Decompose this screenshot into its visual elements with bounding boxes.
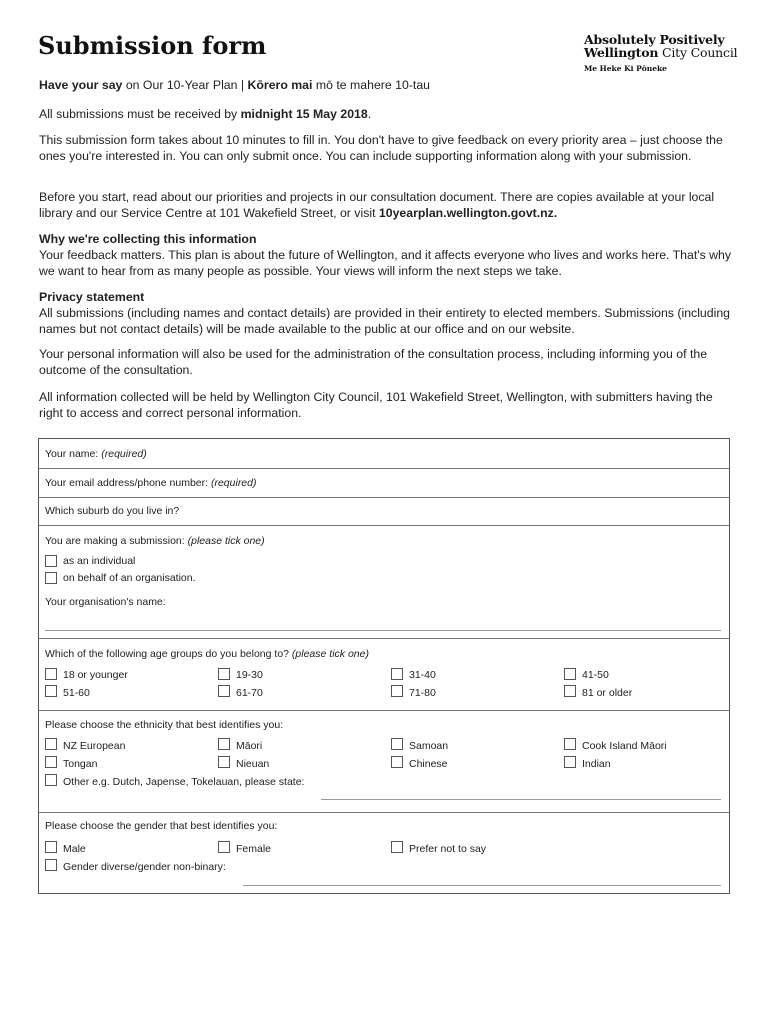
ethnicity-checkbox-5[interactable] xyxy=(45,756,57,768)
gender-section xyxy=(39,812,729,894)
age-checkbox-3[interactable] xyxy=(391,668,403,680)
council-logo xyxy=(584,33,737,73)
age-option-7: 71-80 xyxy=(409,687,436,699)
gender-diverse-label: Gender diverse/gender non-binary: xyxy=(63,861,226,873)
before-you-start-text: Before you start, read about our priorities and projects in our consultation document. There are copies available at your local library and our Service Centre at 101 Wakefield Street, or visit xyxy=(39,190,715,220)
gender-checkbox-male[interactable] xyxy=(45,841,57,853)
age-option-1: 18 or younger xyxy=(63,669,128,681)
korero-bold: Kōrero mai xyxy=(247,78,313,92)
before-you-start xyxy=(39,189,734,221)
ethnicity-checkbox-8[interactable] xyxy=(564,756,576,768)
gender-checkbox-prefer-not[interactable] xyxy=(391,841,403,853)
age-option-2: 19-30 xyxy=(236,669,263,681)
deadline-post: . xyxy=(367,107,372,121)
ethnicity-option-2: Māori xyxy=(236,740,263,752)
suburb-label: Which suburb do you live in? xyxy=(45,505,180,517)
why-heading: Why we're collecting this information xyxy=(39,232,257,246)
privacy-heading: Privacy statement xyxy=(39,290,145,304)
ethnicity-checkbox-2[interactable] xyxy=(218,738,230,750)
ethnicity-other-label: Other e.g. Dutch, Japense, Tokelauan, please state: xyxy=(63,776,305,788)
logo-wellington: Wellington xyxy=(584,45,659,60)
ethnicity-checkbox-3[interactable] xyxy=(391,738,403,750)
logo-line-2 xyxy=(584,46,737,59)
ethnicity-option-1: NZ European xyxy=(63,740,126,752)
gender-option-male: Male xyxy=(63,843,86,855)
org-name-input[interactable] xyxy=(45,630,721,631)
email-label: Your email address/phone number: (required) xyxy=(45,477,257,489)
deadline-pre: All submissions must be received by xyxy=(39,107,241,121)
have-your-say-mid: on Our 10-Year Plan | xyxy=(122,78,248,92)
ethnicity-checkbox-1[interactable] xyxy=(45,738,57,750)
organisation-checkbox[interactable] xyxy=(45,572,57,584)
name-row[interactable] xyxy=(39,439,729,469)
ethnicity-option-6: Nieuan xyxy=(236,758,270,770)
age-section xyxy=(39,638,729,711)
age-checkbox-4[interactable] xyxy=(564,668,576,680)
email-row[interactable] xyxy=(39,468,729,498)
website-link[interactable]: 10yearplan.wellington.govt.nz. xyxy=(378,206,558,220)
deadline-bold: midnight 15 May 2018 xyxy=(240,107,368,121)
information-held-text: All information collected will be held by Wellington City Council, 101 Wakefield Street, Wellington, with submitters having the right to access and correct personal information. xyxy=(39,390,713,420)
gender-label: Please choose the gender that best identifies you: xyxy=(45,820,278,832)
age-option-8: 81 or older xyxy=(582,687,633,699)
age-option-4: 41-50 xyxy=(582,669,609,681)
age-checkbox-2[interactable] xyxy=(218,668,230,680)
age-checkbox-1[interactable] xyxy=(45,668,57,680)
age-checkbox-6[interactable] xyxy=(218,685,230,697)
ethnicity-option-4: Cook Island Māori xyxy=(582,740,667,752)
org-name-label: Your organisation's name: xyxy=(45,596,166,608)
individual-label: as an individual xyxy=(63,555,136,567)
ethnicity-other-checkbox[interactable] xyxy=(45,774,57,786)
ethnicity-checkbox-7[interactable] xyxy=(391,756,403,768)
gender-checkbox-female[interactable] xyxy=(218,841,230,853)
organisation-label: on behalf of an organisation. xyxy=(63,572,196,584)
page-title: Submission form xyxy=(38,31,267,60)
ethnicity-option-5: Tongan xyxy=(63,758,98,770)
ethnicity-checkbox-6[interactable] xyxy=(218,756,230,768)
individual-checkbox[interactable] xyxy=(45,555,57,567)
privacy-text: All submissions (including names and contact details) are provided in their entirety to elected members. Submissions (including names but not contact details) will be made available to the public at our office and on our website. xyxy=(39,306,731,336)
name-label: Your name: (required) xyxy=(45,448,147,460)
age-checkbox-7[interactable] xyxy=(391,685,403,697)
intro-paragraph: This submission form takes about 10 minutes to fill in. You don't have to give feedback on every priority area – just choose the ones you're interested in. You can only submit once. You can include supporting information along with your submission. xyxy=(39,133,723,163)
ethnicity-section xyxy=(39,710,729,813)
gender-option-prefer-not: Prefer not to say xyxy=(409,843,487,855)
ethnicity-option-3: Samoan xyxy=(409,740,449,752)
deadline-text xyxy=(39,106,734,122)
making-label: You are making a submission: (please tick one) xyxy=(45,535,265,547)
personal-info-text: Your personal information will also be used for the administration of the consultation process, including informing you of the outcome of the consultation. xyxy=(39,347,708,377)
ethnicity-option-7: Chinese xyxy=(409,758,448,770)
why-section xyxy=(39,231,734,279)
have-your-say xyxy=(39,77,734,93)
have-your-say-bold: Have your say xyxy=(39,78,123,92)
age-checkbox-8[interactable] xyxy=(564,685,576,697)
submission-form xyxy=(38,438,730,894)
ethnicity-checkbox-4[interactable] xyxy=(564,738,576,750)
age-label: Which of the following age groups do you belong to? (please tick one) xyxy=(45,648,369,660)
age-checkbox-5[interactable] xyxy=(45,685,57,697)
korero-rest: mō te mahere 10-tau xyxy=(312,78,431,92)
why-text: Your feedback matters. This plan is about the future of Wellington, and it affects everyone who lives and works here. That's why we want to hear from as many people as possible. Your views will inform the next steps we take. xyxy=(39,248,732,278)
logo-tagline: Me Heke Ki Pōneke xyxy=(584,64,667,73)
ethnicity-other-input[interactable] xyxy=(321,799,721,800)
logo-line-1: Absolutely Positively xyxy=(584,32,725,47)
ethnicity-option-8: Indian xyxy=(582,758,611,770)
ethnicity-label: Please choose the ethnicity that best identifies you: xyxy=(45,719,284,731)
age-option-5: 51-60 xyxy=(63,687,90,699)
gender-option-female: Female xyxy=(236,843,272,855)
submission-type-section xyxy=(39,525,729,639)
gender-checkbox-diverse[interactable] xyxy=(45,859,57,871)
suburb-row[interactable] xyxy=(39,497,729,526)
age-option-6: 61-70 xyxy=(236,687,263,699)
privacy-section xyxy=(39,289,734,337)
gender-diverse-input[interactable] xyxy=(243,885,721,886)
age-option-3: 31-40 xyxy=(409,669,436,681)
logo-city-council: City Council xyxy=(658,45,738,60)
